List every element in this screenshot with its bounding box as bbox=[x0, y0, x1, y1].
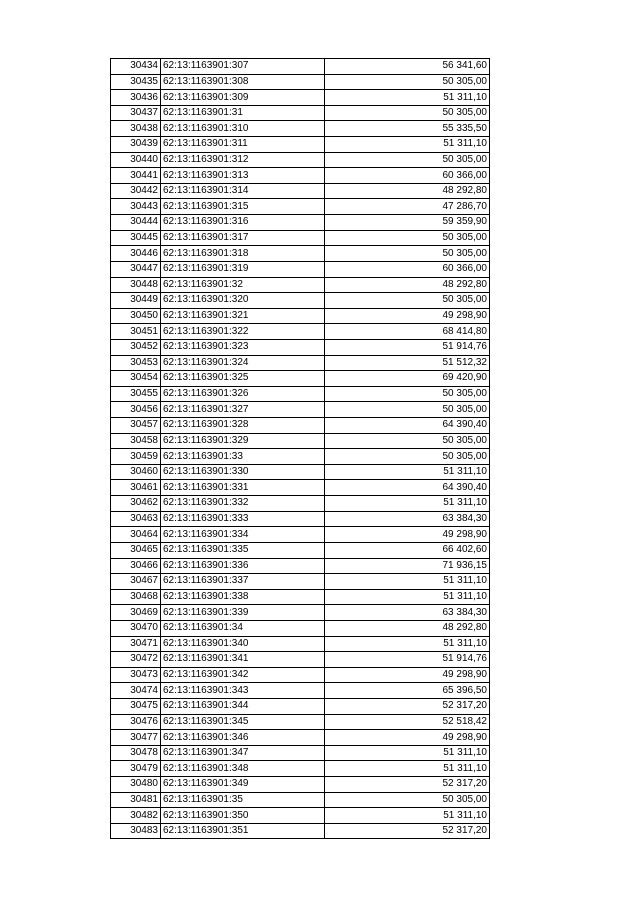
table-row bbox=[111, 652, 490, 668]
row-number-cell: 30444 bbox=[111, 215, 161, 231]
value-cell: 50 305,00 bbox=[325, 152, 490, 168]
table-row bbox=[111, 355, 490, 371]
value-cell: 51 512,32 bbox=[325, 355, 490, 371]
row-number-cell: 30472 bbox=[111, 652, 161, 668]
cadastral-number-cell: 62:13:1163901:322 bbox=[161, 324, 325, 340]
value-cell: 50 305,00 bbox=[325, 74, 490, 90]
cadastral-number-cell: 62:13:1163901:319 bbox=[161, 261, 325, 277]
value-cell: 59 359,90 bbox=[325, 215, 490, 231]
value-cell: 51 311,10 bbox=[325, 496, 490, 512]
cadastral-number-cell: 62:13:1163901:309 bbox=[161, 90, 325, 106]
cadastral-number-cell: 62:13:1163901:308 bbox=[161, 74, 325, 90]
row-number-cell: 30440 bbox=[111, 152, 161, 168]
value-cell: 69 420,90 bbox=[325, 371, 490, 387]
cadastral-number-cell: 62:13:1163901:347 bbox=[161, 745, 325, 761]
cadastral-number-cell: 62:13:1163901:345 bbox=[161, 714, 325, 730]
row-number-cell: 30448 bbox=[111, 277, 161, 293]
cadastral-number-cell: 62:13:1163901:337 bbox=[161, 574, 325, 590]
row-number-cell: 30435 bbox=[111, 74, 161, 90]
table-row bbox=[111, 527, 490, 543]
value-cell: 51 311,10 bbox=[325, 589, 490, 605]
row-number-cell: 30451 bbox=[111, 324, 161, 340]
cadastral-number-cell: 62:13:1163901:312 bbox=[161, 152, 325, 168]
value-cell: 49 298,90 bbox=[325, 527, 490, 543]
table-row bbox=[111, 589, 490, 605]
cadastral-number-cell: 62:13:1163901:317 bbox=[161, 230, 325, 246]
table-row bbox=[111, 574, 490, 590]
table-row bbox=[111, 667, 490, 683]
table-row bbox=[111, 792, 490, 808]
table-row bbox=[111, 371, 490, 387]
row-number-cell: 30446 bbox=[111, 246, 161, 262]
table-row bbox=[111, 246, 490, 262]
row-number-cell: 30457 bbox=[111, 418, 161, 434]
cadastral-number-cell: 62:13:1163901:341 bbox=[161, 652, 325, 668]
row-number-cell: 30450 bbox=[111, 308, 161, 324]
table-row bbox=[111, 464, 490, 480]
row-number-cell: 30476 bbox=[111, 714, 161, 730]
table-row bbox=[111, 698, 490, 714]
value-cell: 50 305,00 bbox=[325, 402, 490, 418]
value-cell: 60 366,00 bbox=[325, 261, 490, 277]
value-cell: 51 311,10 bbox=[325, 464, 490, 480]
row-number-cell: 30460 bbox=[111, 464, 161, 480]
value-cell: 50 305,00 bbox=[325, 246, 490, 262]
value-cell: 50 305,00 bbox=[325, 230, 490, 246]
value-cell: 50 305,00 bbox=[325, 293, 490, 309]
value-cell: 50 305,00 bbox=[325, 433, 490, 449]
table-row bbox=[111, 402, 490, 418]
row-number-cell: 30453 bbox=[111, 355, 161, 371]
row-number-cell: 30439 bbox=[111, 137, 161, 153]
value-cell: 68 414,80 bbox=[325, 324, 490, 340]
value-cell: 51 311,10 bbox=[325, 574, 490, 590]
row-number-cell: 30458 bbox=[111, 433, 161, 449]
row-number-cell: 30445 bbox=[111, 230, 161, 246]
row-number-cell: 30480 bbox=[111, 777, 161, 793]
value-cell: 51 311,10 bbox=[325, 761, 490, 777]
cadastral-number-cell: 62:13:1163901:324 bbox=[161, 355, 325, 371]
table-row bbox=[111, 730, 490, 746]
row-number-cell: 30454 bbox=[111, 371, 161, 387]
row-number-cell: 30474 bbox=[111, 683, 161, 699]
cadastral-number-cell: 62:13:1163901:346 bbox=[161, 730, 325, 746]
cadastral-number-cell: 62:13:1163901:316 bbox=[161, 215, 325, 231]
value-cell: 64 390,40 bbox=[325, 418, 490, 434]
value-cell: 51 311,10 bbox=[325, 90, 490, 106]
table-row bbox=[111, 511, 490, 527]
value-cell: 63 384,30 bbox=[325, 605, 490, 621]
table-row bbox=[111, 386, 490, 402]
cadastral-number-cell: 62:13:1163901:350 bbox=[161, 808, 325, 824]
row-number-cell: 30471 bbox=[111, 636, 161, 652]
row-number-cell: 30477 bbox=[111, 730, 161, 746]
cadastral-number-cell: 62:13:1163901:327 bbox=[161, 402, 325, 418]
row-number-cell: 30483 bbox=[111, 823, 161, 839]
table-row bbox=[111, 339, 490, 355]
value-cell: 65 396,50 bbox=[325, 683, 490, 699]
value-cell: 60 366,00 bbox=[325, 168, 490, 184]
table-row bbox=[111, 308, 490, 324]
row-number-cell: 30438 bbox=[111, 121, 161, 137]
value-cell: 52 317,20 bbox=[325, 698, 490, 714]
table-row bbox=[111, 105, 490, 121]
table-row bbox=[111, 324, 490, 340]
cadastral-number-cell: 62:13:1163901:31 bbox=[161, 105, 325, 121]
table-row bbox=[111, 777, 490, 793]
table-row bbox=[111, 59, 490, 75]
table-row bbox=[111, 418, 490, 434]
table-row bbox=[111, 496, 490, 512]
row-number-cell: 30443 bbox=[111, 199, 161, 215]
cadastral-number-cell: 62:13:1163901:310 bbox=[161, 121, 325, 137]
table-row bbox=[111, 714, 490, 730]
cadastral-number-cell: 62:13:1163901:331 bbox=[161, 480, 325, 496]
table-row bbox=[111, 90, 490, 106]
cadastral-number-cell: 62:13:1163901:320 bbox=[161, 293, 325, 309]
table-row bbox=[111, 683, 490, 699]
table-row bbox=[111, 558, 490, 574]
cadastral-number-cell: 62:13:1163901:349 bbox=[161, 777, 325, 793]
value-cell: 52 518,42 bbox=[325, 714, 490, 730]
value-cell: 49 298,90 bbox=[325, 667, 490, 683]
cadastral-number-cell: 62:13:1163901:342 bbox=[161, 667, 325, 683]
row-number-cell: 30441 bbox=[111, 168, 161, 184]
cadastral-number-cell: 62:13:1163901:314 bbox=[161, 183, 325, 199]
value-cell: 47 286,70 bbox=[325, 199, 490, 215]
cadastral-number-cell: 62:13:1163901:338 bbox=[161, 589, 325, 605]
cadastral-number-cell: 62:13:1163901:334 bbox=[161, 527, 325, 543]
value-cell: 51 311,10 bbox=[325, 745, 490, 761]
cadastral-number-cell: 62:13:1163901:340 bbox=[161, 636, 325, 652]
row-number-cell: 30447 bbox=[111, 261, 161, 277]
cadastral-number-cell: 62:13:1163901:348 bbox=[161, 761, 325, 777]
value-cell: 52 317,20 bbox=[325, 777, 490, 793]
value-cell: 50 305,00 bbox=[325, 449, 490, 465]
table-row bbox=[111, 261, 490, 277]
value-cell: 64 390,40 bbox=[325, 480, 490, 496]
table-row bbox=[111, 168, 490, 184]
cadastral-number-cell: 62:13:1163901:307 bbox=[161, 59, 325, 75]
row-number-cell: 30469 bbox=[111, 605, 161, 621]
cadastral-number-cell: 62:13:1163901:35 bbox=[161, 792, 325, 808]
table-row bbox=[111, 199, 490, 215]
cadastral-number-cell: 62:13:1163901:321 bbox=[161, 308, 325, 324]
table-row bbox=[111, 605, 490, 621]
table-row bbox=[111, 823, 490, 839]
row-number-cell: 30455 bbox=[111, 386, 161, 402]
cadastral-number-cell: 62:13:1163901:336 bbox=[161, 558, 325, 574]
value-cell: 50 305,00 bbox=[325, 105, 490, 121]
table-row bbox=[111, 293, 490, 309]
row-number-cell: 30464 bbox=[111, 527, 161, 543]
row-number-cell: 30461 bbox=[111, 480, 161, 496]
table-row bbox=[111, 230, 490, 246]
cadastral-number-cell: 62:13:1163901:315 bbox=[161, 199, 325, 215]
table-body bbox=[111, 59, 490, 839]
cadastral-number-cell: 62:13:1163901:343 bbox=[161, 683, 325, 699]
value-cell: 55 335,50 bbox=[325, 121, 490, 137]
table-row bbox=[111, 277, 490, 293]
cadastral-number-cell: 62:13:1163901:329 bbox=[161, 433, 325, 449]
table-row bbox=[111, 620, 490, 636]
value-cell: 63 384,30 bbox=[325, 511, 490, 527]
cadastral-number-cell: 62:13:1163901:32 bbox=[161, 277, 325, 293]
row-number-cell: 30478 bbox=[111, 745, 161, 761]
row-number-cell: 30452 bbox=[111, 339, 161, 355]
row-number-cell: 30463 bbox=[111, 511, 161, 527]
value-cell: 51 311,10 bbox=[325, 137, 490, 153]
row-number-cell: 30449 bbox=[111, 293, 161, 309]
value-cell: 48 292,80 bbox=[325, 277, 490, 293]
cadastral-number-cell: 62:13:1163901:34 bbox=[161, 620, 325, 636]
row-number-cell: 30470 bbox=[111, 620, 161, 636]
table-row bbox=[111, 183, 490, 199]
value-cell: 48 292,80 bbox=[325, 620, 490, 636]
value-cell: 71 936,15 bbox=[325, 558, 490, 574]
table-row bbox=[111, 433, 490, 449]
row-number-cell: 30437 bbox=[111, 105, 161, 121]
row-number-cell: 30481 bbox=[111, 792, 161, 808]
cadastral-number-cell: 62:13:1163901:325 bbox=[161, 371, 325, 387]
table-row bbox=[111, 636, 490, 652]
cadastral-number-cell: 62:13:1163901:351 bbox=[161, 823, 325, 839]
row-number-cell: 30473 bbox=[111, 667, 161, 683]
row-number-cell: 30475 bbox=[111, 698, 161, 714]
row-number-cell: 30434 bbox=[111, 59, 161, 75]
table-row bbox=[111, 542, 490, 558]
cadastral-value-table bbox=[110, 58, 490, 839]
row-number-cell: 30468 bbox=[111, 589, 161, 605]
cadastral-number-cell: 62:13:1163901:323 bbox=[161, 339, 325, 355]
value-cell: 49 298,90 bbox=[325, 308, 490, 324]
table-row bbox=[111, 215, 490, 231]
table-row bbox=[111, 745, 490, 761]
row-number-cell: 30466 bbox=[111, 558, 161, 574]
value-cell: 51 914,76 bbox=[325, 652, 490, 668]
value-cell: 48 292,80 bbox=[325, 183, 490, 199]
cadastral-number-cell: 62:13:1163901:311 bbox=[161, 137, 325, 153]
row-number-cell: 30459 bbox=[111, 449, 161, 465]
value-cell: 50 305,00 bbox=[325, 386, 490, 402]
table-row bbox=[111, 480, 490, 496]
table-row bbox=[111, 152, 490, 168]
cadastral-number-cell: 62:13:1163901:339 bbox=[161, 605, 325, 621]
cadastral-number-cell: 62:13:1163901:333 bbox=[161, 511, 325, 527]
cadastral-number-cell: 62:13:1163901:326 bbox=[161, 386, 325, 402]
cadastral-number-cell: 62:13:1163901:328 bbox=[161, 418, 325, 434]
table-row bbox=[111, 808, 490, 824]
cadastral-number-cell: 62:13:1163901:344 bbox=[161, 698, 325, 714]
row-number-cell: 30482 bbox=[111, 808, 161, 824]
value-cell: 56 341,60 bbox=[325, 59, 490, 75]
cadastral-number-cell: 62:13:1163901:313 bbox=[161, 168, 325, 184]
row-number-cell: 30479 bbox=[111, 761, 161, 777]
table-row bbox=[111, 761, 490, 777]
table-row bbox=[111, 137, 490, 153]
value-cell: 49 298,90 bbox=[325, 730, 490, 746]
row-number-cell: 30436 bbox=[111, 90, 161, 106]
row-number-cell: 30467 bbox=[111, 574, 161, 590]
value-cell: 50 305,00 bbox=[325, 792, 490, 808]
table-row bbox=[111, 449, 490, 465]
table-row bbox=[111, 74, 490, 90]
row-number-cell: 30462 bbox=[111, 496, 161, 512]
cadastral-number-cell: 62:13:1163901:332 bbox=[161, 496, 325, 512]
row-number-cell: 30456 bbox=[111, 402, 161, 418]
value-cell: 51 311,10 bbox=[325, 808, 490, 824]
cadastral-number-cell: 62:13:1163901:330 bbox=[161, 464, 325, 480]
cadastral-number-cell: 62:13:1163901:33 bbox=[161, 449, 325, 465]
value-cell: 52 317,20 bbox=[325, 823, 490, 839]
table-row bbox=[111, 121, 490, 137]
value-cell: 51 311,10 bbox=[325, 636, 490, 652]
row-number-cell: 30442 bbox=[111, 183, 161, 199]
cadastral-number-cell: 62:13:1163901:335 bbox=[161, 542, 325, 558]
value-cell: 66 402,60 bbox=[325, 542, 490, 558]
row-number-cell: 30465 bbox=[111, 542, 161, 558]
cadastral-number-cell: 62:13:1163901:318 bbox=[161, 246, 325, 262]
value-cell: 51 914,76 bbox=[325, 339, 490, 355]
